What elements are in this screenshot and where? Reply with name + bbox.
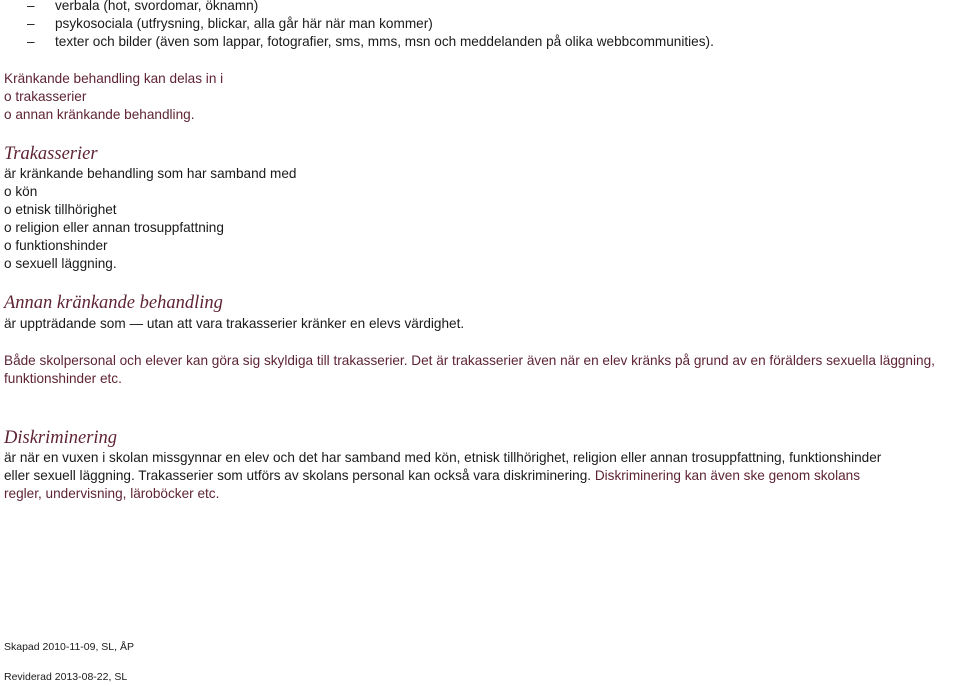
annan-heading: Annan kränkande behandling (4, 293, 223, 313)
trakasserier-definition: är kränkande behandling som har samband med (4, 166, 297, 181)
dash-bullet: – (27, 0, 35, 13)
diskriminering-line: regler, undervisning, läroböcker etc. (4, 486, 220, 501)
ground-item: o funktionshinder (4, 238, 108, 253)
both-paragraph-line: Både skolpersonal och elever kan göra sig skyldiga till trakasserier. Det är trakasserier även när en elev kränks på grund av en förälders sexuella läggning, (4, 353, 935, 368)
dash-bullet: – (27, 16, 35, 31)
diskriminering-line (4, 467, 860, 484)
diskriminering-line: är när en vuxen i skolan missgynnar en elev och det har samband med kön, etnisk tillhörighet, religion eller annan trosuppfattning, funktionshinder (4, 450, 882, 465)
list-item-text: verbala (hot, svordomar, öknamn) (55, 0, 259, 13)
dash-bullet: – (27, 34, 35, 49)
revised-date: Reviderad 2013-08-22, SL (4, 671, 128, 683)
list-item (27, 33, 714, 50)
diskriminering-heading: Diskriminering (4, 428, 118, 448)
list-item (27, 0, 258, 14)
forms-option: o annan kränkande behandling. (4, 107, 195, 122)
ground-item: o religion eller annan trosuppfattning (4, 220, 224, 235)
ground-item: o etnisk tillhörighet (4, 202, 117, 217)
created-date: Skapad 2010-11-09, SL, ÅP (4, 641, 134, 653)
forms-intro: Kränkande behandling kan delas in i (4, 71, 224, 86)
list-item-text: psykosociala (utfrysning, blickar, alla går här när man kommer) (55, 16, 433, 31)
diskriminering-text-dark: eller sexuell läggning. Trakasserier som utförs av skolans personal kan också vara diskriminering. (4, 468, 592, 483)
ground-item: o sexuell läggning. (4, 256, 117, 271)
forms-option: o trakasserier (4, 89, 87, 104)
list-item (27, 15, 433, 32)
ground-item: o kön (4, 184, 38, 199)
annan-definition: är uppträdande som — utan att vara trakasserier kränker en elevs värdighet. (4, 316, 465, 331)
list-item-text: texter och bilder (även som lappar, fotografier, sms, mms, msn och meddelanden på olika webbcommunities). (55, 34, 714, 49)
trakasserier-heading: Trakasserier (4, 144, 98, 164)
diskriminering-text-maroon: Diskriminering kan även ske genom skolans (591, 468, 861, 483)
both-paragraph-line: funktionshinder etc. (4, 371, 122, 386)
